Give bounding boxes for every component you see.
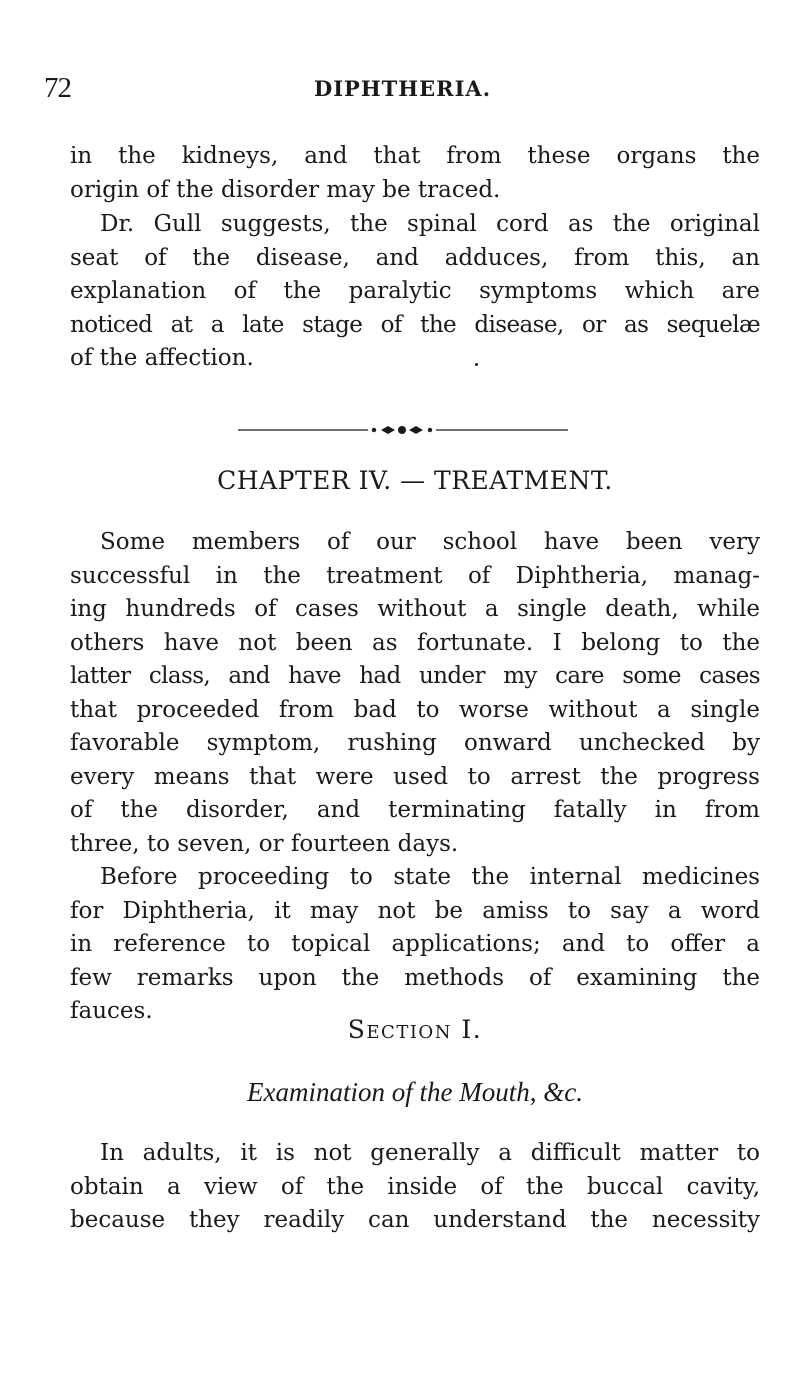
- text-line: for Diphtheria, it may not be amiss to say a word: [70, 897, 760, 924]
- text-line: explanation of the paralytic symptoms which are: [70, 278, 760, 304]
- text-line: of the disorder, and terminating fatally in from: [70, 797, 760, 823]
- adults-paragraph: [70, 1137, 760, 1238]
- text-line: Some members of our school have been very: [100, 529, 760, 555]
- text-line: in the kidneys, and that from these organs the: [70, 143, 760, 169]
- text-line: obtain a view of the inside of the buccal cavity,: [70, 1173, 760, 1200]
- chapter-heading: CHAPTER IV. — TREATMENT.: [217, 466, 613, 495]
- section-subtitle: Examination of the Mouth, &c.: [247, 1077, 583, 1107]
- text-line: origin of the disorder may be traced.: [70, 176, 501, 203]
- text-line: every means that were used to arrest the progress: [70, 763, 760, 790]
- text-line: Before proceeding to state the internal medicines: [100, 864, 760, 890]
- text-line: favorable symptom, rushing onward unchecked by: [70, 730, 760, 756]
- text-line: fauces.: [70, 998, 153, 1024]
- text-line: that proceeded from bad to worse without a single: [70, 696, 760, 723]
- section-heading: Section I.: [347, 1015, 483, 1044]
- text-line: of the affection.: [70, 345, 254, 371]
- text-line: noticed at a late stage of the disease, or as sequelæ: [70, 311, 760, 338]
- text-line: others have not been as fortunate. I belong to the: [70, 629, 760, 656]
- text-line: Dr. Gull suggests, the spinal cord as the original: [100, 211, 760, 237]
- gull-paragraph: [70, 208, 760, 376]
- text-line: three, to seven, or fourteen days.: [70, 830, 459, 857]
- page-number: 72: [44, 72, 71, 104]
- text-line: in reference to topical applications; and to offer a: [70, 931, 760, 957]
- text-line: ing hundreds of cases without a single death, while: [70, 596, 760, 622]
- running-title: DIPHTHERIA.: [314, 76, 492, 101]
- text-line: seat of the disease, and adduces, from this, an: [70, 244, 760, 271]
- text-line: successful in the treatment of Diphtheria, manag-: [70, 562, 760, 589]
- text-line: In adults, it is not generally a difficult matter to: [100, 1140, 760, 1166]
- text-line: latter class, and have had under my care some cases: [70, 663, 760, 689]
- running-head: [44, 72, 734, 112]
- treatment-paragraph: [70, 526, 760, 861]
- section-divider-ornament: [238, 424, 568, 436]
- text-line: because they readily can understand the necessity: [70, 1207, 760, 1233]
- print-speck: [475, 363, 478, 366]
- text-line: few remarks upon the methods of examining the: [70, 964, 760, 991]
- opening-paragraph: [70, 140, 760, 207]
- before-paragraph: [70, 861, 760, 1029]
